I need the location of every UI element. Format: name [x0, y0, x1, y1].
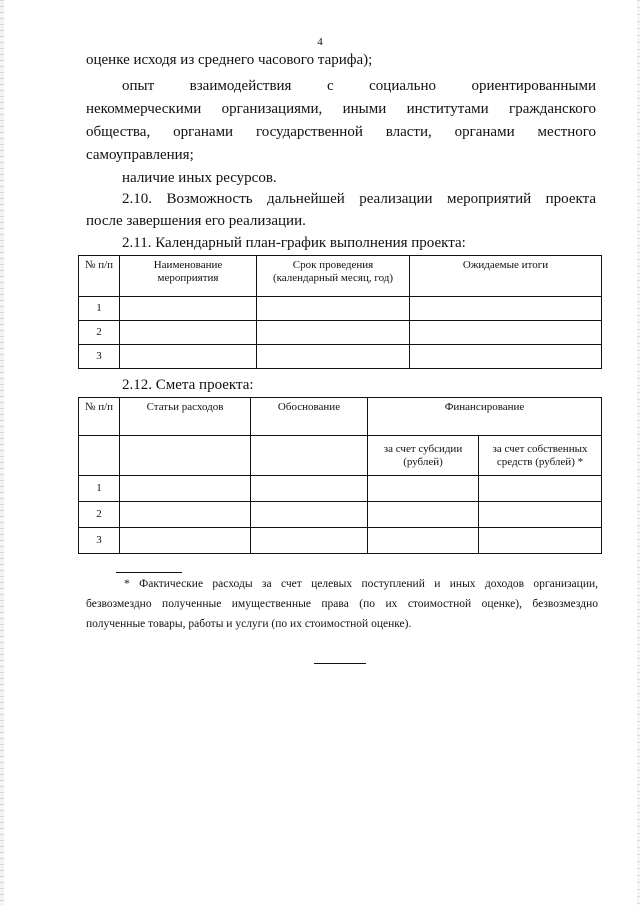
text-line: общества, органами государственной власти, органами местного — [86, 124, 596, 140]
table-cell — [257, 297, 410, 321]
row-number: 1 — [79, 476, 120, 502]
table-cell — [368, 502, 479, 528]
row-number: 3 — [79, 345, 120, 369]
section-heading: 2.11. Календарный план-график выполнения проекта: — [122, 235, 466, 251]
table-cell — [251, 502, 368, 528]
text-line: после завершения его реализации. — [86, 213, 306, 229]
footnote-separator — [116, 572, 182, 573]
text-line: оценке исходя из среднего часового тарифа); — [86, 52, 373, 68]
table-cell — [368, 476, 479, 502]
header-cell: Статьи расходов — [120, 398, 251, 436]
row-number: 2 — [79, 321, 120, 345]
table-cell — [120, 436, 251, 476]
table-row — [79, 528, 602, 554]
table-cell — [251, 436, 368, 476]
row-number: 2 — [79, 502, 120, 528]
table-cell — [479, 528, 602, 554]
page-number: 4 — [317, 36, 323, 48]
subheader-cell: за счет субсидии (рублей) — [368, 436, 479, 476]
table-cell — [368, 528, 479, 554]
row-number: 3 — [79, 528, 120, 554]
table-cell — [257, 321, 410, 345]
table-cell — [479, 502, 602, 528]
table-cell — [410, 321, 602, 345]
text-line: опыт взаимодействия с социально ориентированными — [122, 78, 596, 94]
table-row — [79, 345, 602, 369]
footnote-line: безвозмездно полученные имущественные права (по их стоимостной оценке), безвозмездно — [86, 598, 598, 610]
budget-table — [78, 397, 602, 554]
header-cell: Наименование мероприятия — [120, 256, 257, 297]
table-cell — [120, 476, 251, 502]
table-cell — [410, 297, 602, 321]
table-row — [79, 297, 602, 321]
subheader-cell: за счет собственных средств (рублей) * — [479, 436, 602, 476]
header-cell: Финансирование — [368, 398, 602, 436]
end-of-document-line — [314, 663, 366, 664]
table-cell — [120, 502, 251, 528]
footnote-line: * Фактические расходы за счет целевых поступлений и иных доходов организации, — [124, 578, 598, 590]
table-cell — [120, 297, 257, 321]
header-cell: Ожидаемые итоги — [410, 256, 602, 297]
table-cell — [120, 321, 257, 345]
text-line: наличие иных ресурсов. — [122, 170, 277, 186]
header-cell: Обоснование — [251, 398, 368, 436]
header-cell: № п/п — [79, 398, 120, 436]
footnote-line: полученные товары, работы и услуги (по их стоимостной оценке). — [86, 618, 412, 630]
table-cell — [120, 345, 257, 369]
text-line: некоммерческими организациями, иными институтами гражданского — [86, 101, 596, 117]
table-cell — [479, 476, 602, 502]
header-cell: № п/п — [79, 256, 120, 297]
table-cell — [120, 528, 251, 554]
table-cell — [257, 345, 410, 369]
table-row — [79, 502, 602, 528]
table-row — [79, 321, 602, 345]
scan-edge-left — [0, 0, 4, 905]
table-row — [79, 476, 602, 502]
table-cell — [410, 345, 602, 369]
table-cell — [251, 476, 368, 502]
text-line: 2.10. Возможность дальнейшей реализации мероприятий проекта — [122, 191, 596, 207]
table-cell — [251, 528, 368, 554]
header-cell: Срок проведения (календарный месяц, год) — [257, 256, 410, 297]
schedule-table — [78, 255, 602, 369]
table-cell — [79, 436, 120, 476]
section-heading: 2.12. Смета проекта: — [122, 377, 254, 393]
text-line: самоуправления; — [86, 147, 194, 163]
row-number: 1 — [79, 297, 120, 321]
